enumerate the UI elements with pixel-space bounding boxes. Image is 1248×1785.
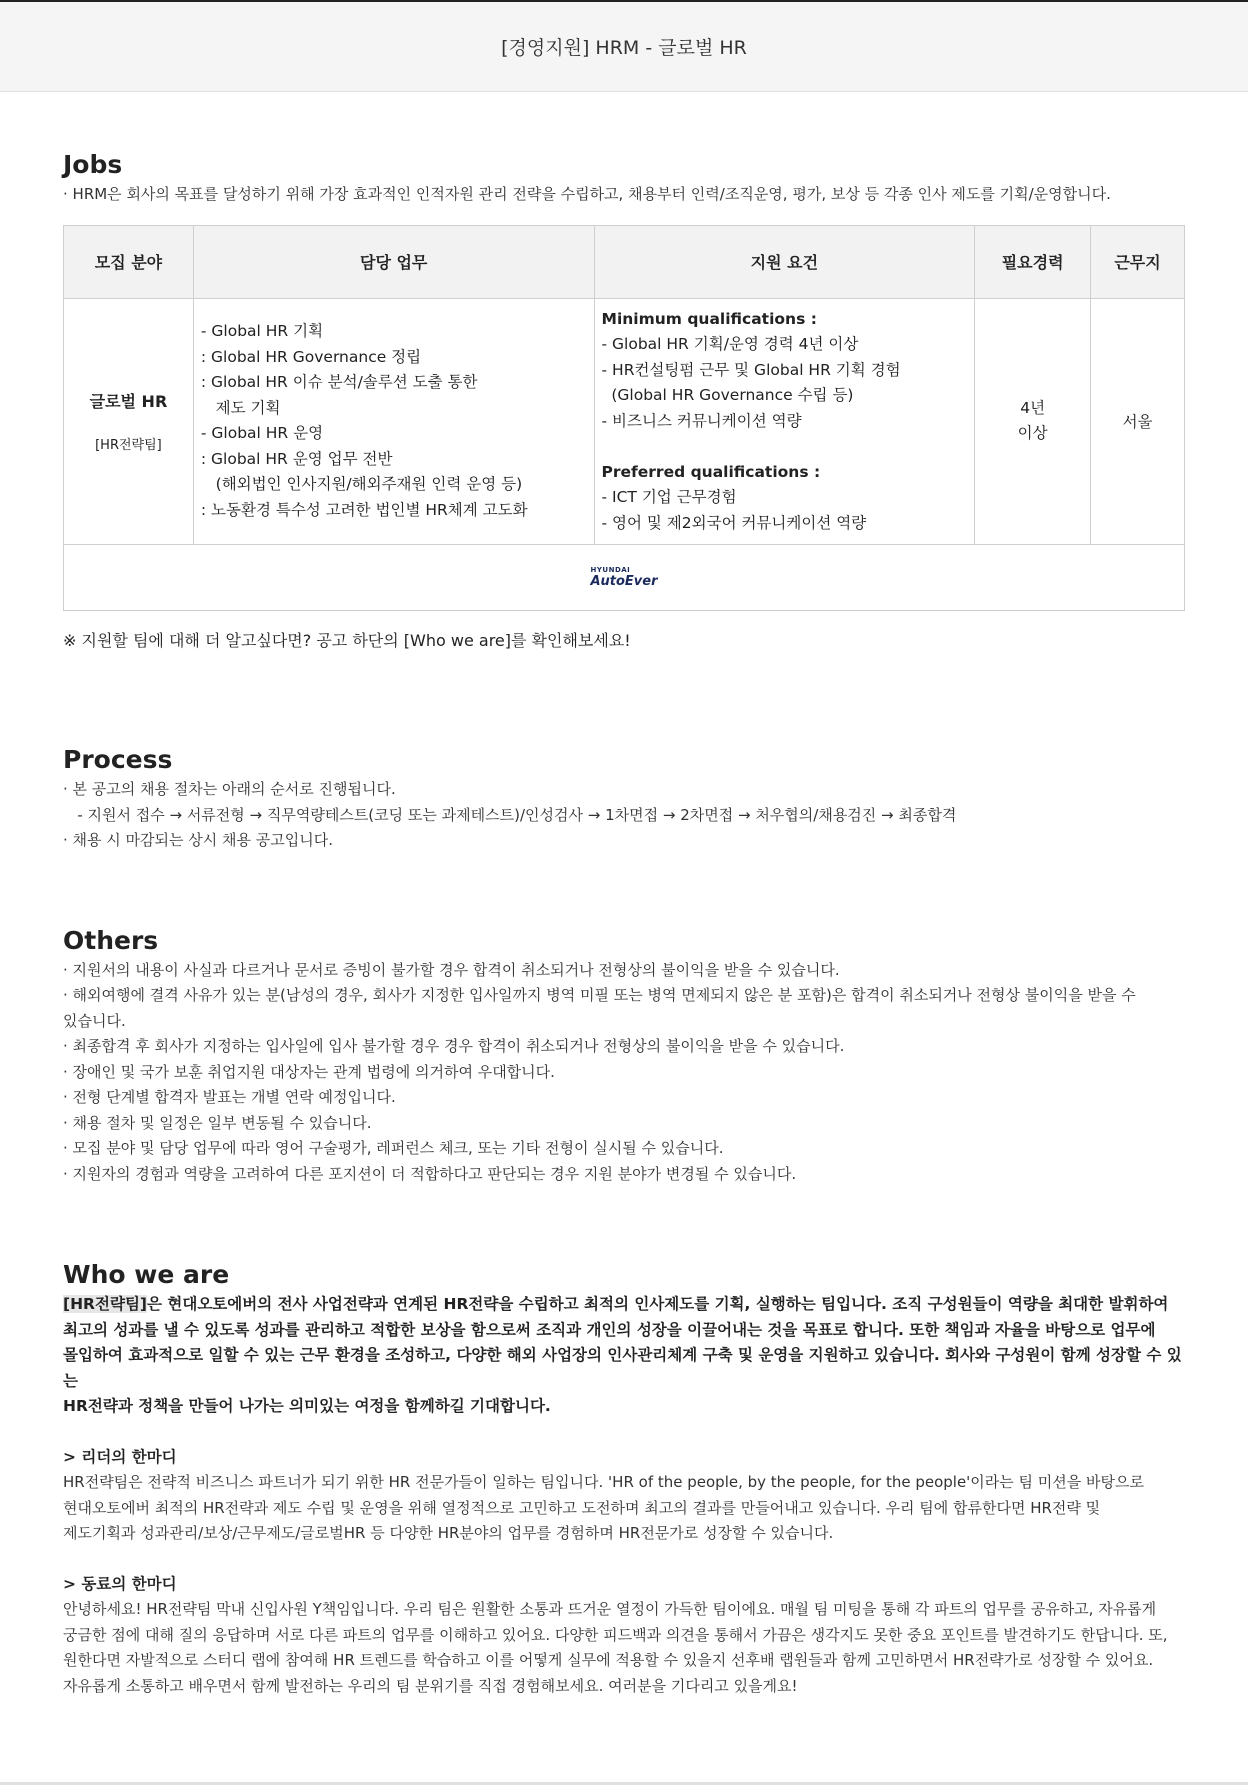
jobs-intro: · HRM은 회사의 목표를 달성하기 위해 가장 효과적인 인적자원 관리 전략을 수립하고, 채용부터 인력/조직운영, 평가, 보상 등 각종 인사 제도를 기획/운영합니다.: [63, 185, 1111, 203]
field-cell: [64, 298, 194, 545]
others-line: · 전형 단계별 합격자 발표는 개별 연락 예정입니다.: [63, 1088, 396, 1106]
others-line: · 해외여행에 결격 사유가 있는 분(남성의 경우, 회사가 지정한 입사일까지 병역 미필 또는 병역 면제되지 않은 분 포함)은 합격이 취소되거나 전형상 불이익을 받을 수: [63, 986, 1136, 1004]
others-line: · 채용 절차 및 일정은 일부 변동될 수 있습니다.: [63, 1113, 372, 1132]
logo-row: [64, 545, 1185, 611]
process-line: · 채용 시 마감되는 상시 채용 공고입니다.: [63, 831, 333, 849]
others-line: 있습니다.: [63, 1011, 126, 1030]
experience-cell: [975, 298, 1091, 545]
pref-qual-item: - 영어 및 제2외국어 커뮤니케이션 역량: [601, 513, 867, 532]
duty-line: (해외법인 인사지원/해외주재원 인력 운영 등): [200, 475, 523, 494]
others-line: · 모집 분야 및 담당 업무에 따라 영어 구술평가, 레퍼런스 체크, 또는 기타 전형이 실시될 수 있습니다.: [63, 1139, 724, 1157]
others-line: · 최종합격 후 회사가 지정하는 입사일에 입사 불가할 경우 경우 합격이 취소되거나 전형상의 불이익을 받을 수 있습니다.: [63, 1037, 845, 1055]
field-team: [HR전략팀]: [95, 438, 162, 454]
min-qual-title: Minimum qualifications :: [601, 309, 817, 328]
who-we-are-heading: Who we are: [63, 1260, 230, 1289]
header-field: 모집 분야: [64, 225, 194, 298]
jobs-table: [63, 225, 1185, 612]
who-we-are-note: ※ 지원할 팀에 대해 더 알고싶다면? 공고 하단의 [Who we are]를 확인해보세요!: [63, 631, 631, 650]
leader-line: 현대오토에버 최적의 HR전략과 제도 수립 및 운영을 위해 열정적으로 고민하고 도전하며 최고의 결과를 만들어내고 있습니다. 우리 팀에 합류한다면 HR전략 및: [63, 1498, 1101, 1517]
header-requirements: 지원 요건: [594, 225, 975, 298]
leader-line: HR전략팀은 전략적 비즈니스 파트너가 되기 위한 HR 전문가들이 일하는 팀입니다. 'HR of the people, by the people, for the people'이라는 팀 미션을 바탕으로: [63, 1473, 1145, 1491]
who-intro-line: 몰입하여 효과적으로 일할 수 있는 근무 환경을 조성하고, 다양한 해외 사업장의 인사관리체계 구축 및 운영을 지원하고 있습니다. 회사와 구성원이 함께 성장할 수 있는: [63, 1346, 1182, 1390]
duty-line: - Global HR 운영: [200, 424, 324, 443]
min-qual-item: - Global HR 기획/운영 경력 4년 이상: [601, 335, 859, 353]
peer-line: 궁금한 점에 대해 질의 응답하며 서로 다른 파트의 업무를 이해하고 있어요. 다양한 피드백과 의견을 통해서 가끔은 생각지도 못한 중요 포인트를 발견하기도 한답니다. 또,: [63, 1625, 1168, 1644]
duties-cell: [193, 298, 594, 545]
who-intro-line: [HR전략팀]은 현대오토에버의 전사 사업전략과 연계된 HR전략을 수립하고 최적의 인사제도를 기획, 실행하는 팀입니다. 조직 구성원들이 역량을 최대한 발휘하여: [63, 1295, 1169, 1313]
process-line: - 지원서 접수 → 서류전형 → 직무역량테스트(코딩 또는 과제테스트)/인성검사 → 1차면접 → 2차면접 → 처우협의/채용검진 → 최종합격: [63, 805, 957, 824]
others-heading: Others: [63, 925, 159, 955]
leader-body: [63, 1470, 1185, 1547]
field-name: 글로벌 HR: [89, 392, 168, 412]
process-line: · 본 공고의 채용 절차는 아래의 순서로 진행됩니다.: [63, 780, 396, 798]
process-heading: Process: [63, 745, 173, 774]
pref-qual-title: Preferred qualifications :: [601, 462, 821, 481]
logo-cell: [64, 545, 1185, 611]
leader-line: 제도기획과 성과관리/보상/근무제도/글로벌HR 등 다양한 HR분야의 업무를 경험하며 HR전문가로 성장할 수 있습니다.: [63, 1524, 834, 1542]
requirements-cell: [594, 298, 975, 545]
page-title: [경영지원] HRM - 글로벌 HR: [501, 37, 747, 59]
peer-line: 원한다면 자발적으로 스터디 랩에 참여해 HR 트렌드를 학습하고 이를 어떻게 실무에 적용할 수 있을지 선후배 랩원들과 함께 고민하면서 HR전략가로 성장할 수 있어요.: [63, 1651, 1154, 1669]
experience-value: 4년: [1020, 398, 1046, 417]
min-qual-item: (Global HR Governance 수립 등): [601, 386, 854, 404]
jobs-table-header-row: [64, 225, 1185, 298]
process-body: [63, 777, 1185, 854]
experience-suffix: 이상: [1017, 424, 1048, 443]
page-header: [0, 0, 1248, 92]
jobs-heading: Jobs: [63, 150, 123, 179]
header-location: 근무지: [1091, 225, 1185, 298]
duty-line: - Global HR 기획: [200, 322, 324, 341]
header-duties: 담당 업무: [193, 225, 594, 298]
location-cell: 서울: [1091, 298, 1185, 545]
min-qual-item: - HR컨설팅펌 근무 및 Global HR 기획 경험: [601, 360, 901, 379]
duty-line: : Global HR 이슈 분석/솔루션 도출 통한: [200, 373, 478, 392]
main-content: [0, 150, 1248, 1699]
pref-qual-item: - ICT 기업 근무경험: [601, 488, 737, 506]
table-row: [64, 298, 1185, 545]
peer-heading: > 동료의 한마디: [63, 1574, 177, 1593]
min-qual-item: - 비즈니스 커뮤니케이션 역량: [601, 411, 802, 430]
header-experience: 필요경력: [975, 225, 1091, 298]
leader-heading: > 리더의 한마디: [63, 1447, 177, 1466]
who-intro-line: 최고의 성과를 낼 수 있도록 성과를 관리하고 적합한 보상을 함으로써 조직과 개인의 성장을 이끌어내는 것을 목표로 합니다. 또한 책임과 자율을 바탕으로 업무에: [63, 1320, 1156, 1339]
others-line: · 지원자의 경험과 역량을 고려하여 다른 포지션이 더 적합하다고 판단되는 경우 지원 분야가 변경될 수 있습니다.: [63, 1164, 797, 1183]
who-intro: [63, 1292, 1185, 1420]
who-intro-line: HR전략과 정책을 만들어 나가는 의미있는 여정을 함께하길 기대합니다.: [63, 1397, 551, 1415]
others-line: · 장애인 및 국가 보훈 취업지원 대상자는 관계 법령에 의거하여 우대합니다.: [63, 1062, 555, 1081]
peer-line: 자유롭게 소통하고 배우면서 함께 발전하는 우리의 팀 분위기를 직접 경험해보세요. 여러분을 기다리고 있을게요!: [63, 1676, 798, 1695]
others-body: [63, 958, 1185, 1188]
team-tag: [HR전략팀]: [63, 1295, 147, 1313]
company-logo: HYUNDAI AutoEver: [590, 565, 658, 589]
duty-line: 제도 기획: [200, 398, 281, 417]
duty-line: : Global HR 운영 업무 전반: [200, 449, 393, 468]
duty-line: : 노동환경 특수성 고려한 법인별 HR체계 고도화: [200, 500, 528, 519]
peer-body: [63, 1597, 1185, 1699]
others-line: · 지원서의 내용이 사실과 다르거나 문서로 증빙이 불가할 경우 합격이 취소되거나 전형상의 불이익을 받을 수 있습니다.: [63, 960, 840, 979]
duty-line: : Global HR Governance 정립: [200, 347, 422, 366]
peer-line: 안녕하세요! HR전략팀 막내 신입사원 Y책임입니다. 우리 팀은 원활한 소통과 뜨거운 열정이 가득한 팀이에요. 매월 팀 미팅을 통해 각 파트의 업무를 공유하고, 자유롭게: [63, 1600, 1157, 1618]
